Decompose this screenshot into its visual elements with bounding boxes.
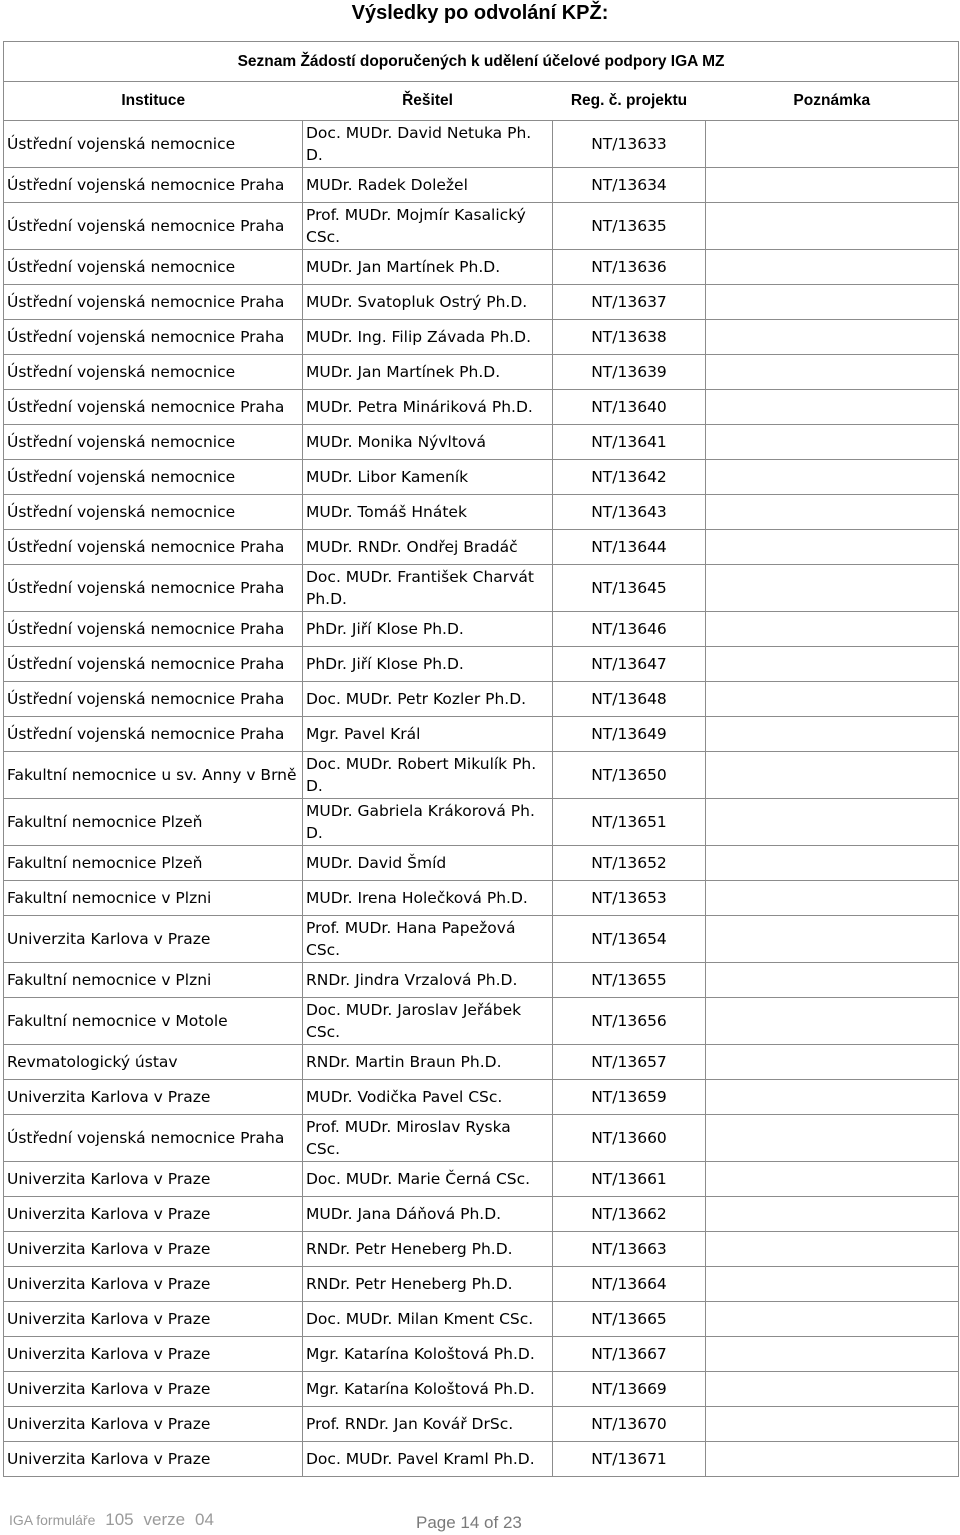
reg-cislo-cell: NT/13657: [553, 1045, 706, 1080]
instituce-cell: Fakultní nemocnice v Plzni: [4, 881, 303, 916]
reg-cislo-cell: NT/13662: [553, 1197, 706, 1232]
reg-cislo-cell: NT/13653: [553, 881, 706, 916]
reg-cislo-cell: NT/13664: [553, 1267, 706, 1302]
footer-form-number: 105: [105, 1510, 134, 1529]
instituce-cell: Fakultní nemocnice Plzeň: [4, 799, 303, 846]
reg-cislo-cell: NT/13665: [553, 1302, 706, 1337]
instituce-cell: Ústřední vojenská nemocnice Praha: [4, 168, 303, 203]
results-table: [3, 41, 959, 1477]
reg-cislo-cell: NT/13636: [553, 250, 706, 285]
page-title: Výsledky po odvolání KPŽ:: [351, 2, 609, 24]
poznamka-cell: [706, 1337, 959, 1372]
reg-cislo-cell: NT/13652: [553, 846, 706, 881]
resitel-cell: Doc. MUDr. Jaroslav Jeřábek CSc.: [303, 998, 553, 1045]
instituce-cell: Ústřední vojenská nemocnice Praha: [4, 390, 303, 425]
header-instituce: Instituce: [4, 82, 303, 121]
reg-cislo-cell: NT/13647: [553, 647, 706, 682]
resitel-cell: MUDr. Vodička Pavel CSc.: [303, 1080, 553, 1115]
resitel-cell: Mgr. Katarína Kološtová Ph.D.: [303, 1372, 553, 1407]
table-row: [4, 460, 959, 495]
resitel-cell: Prof. MUDr. Mojmír Kasalický CSc.: [303, 203, 553, 250]
instituce-cell: Ústřední vojenská nemocnice Praha: [4, 320, 303, 355]
footer-version-number: 04: [195, 1510, 214, 1529]
poznamka-cell: [706, 612, 959, 647]
poznamka-cell: [706, 1302, 959, 1337]
resitel-cell: MUDr. Libor Kameník: [303, 460, 553, 495]
instituce-cell: Ústřední vojenská nemocnice Praha: [4, 682, 303, 717]
poznamka-cell: [706, 752, 959, 799]
reg-cislo-cell: NT/13656: [553, 998, 706, 1045]
poznamka-cell: [706, 799, 959, 846]
table-row: [4, 530, 959, 565]
reg-cislo-cell: NT/13650: [553, 752, 706, 799]
instituce-cell: Univerzita Karlova v Praze: [4, 1372, 303, 1407]
poznamka-cell: [706, 203, 959, 250]
footer-form-label: IGA formuláře: [9, 1512, 96, 1528]
table-row: [4, 355, 959, 390]
header-poznamka: Poznámka: [706, 82, 959, 121]
instituce-cell: Ústřední vojenská nemocnice: [4, 121, 303, 168]
resitel-cell: Prof. MUDr. Hana Papežová CSc.: [303, 916, 553, 963]
instituce-cell: Univerzita Karlova v Praze: [4, 1302, 303, 1337]
poznamka-cell: [706, 998, 959, 1045]
instituce-cell: Univerzita Karlova v Praze: [4, 1442, 303, 1477]
resitel-cell: MUDr. Monika Nývltová: [303, 425, 553, 460]
instituce-cell: Ústřední vojenská nemocnice: [4, 355, 303, 390]
resitel-cell: MUDr. Petra Mináriková Ph.D.: [303, 390, 553, 425]
poznamka-cell: [706, 495, 959, 530]
instituce-cell: Ústřední vojenská nemocnice: [4, 460, 303, 495]
resitel-cell: MUDr. Gabriela Krákorová Ph. D.: [303, 799, 553, 846]
instituce-cell: Ústřední vojenská nemocnice Praha: [4, 203, 303, 250]
poznamka-cell: [706, 963, 959, 998]
poznamka-cell: [706, 1372, 959, 1407]
poznamka-cell: [706, 285, 959, 320]
table-row: [4, 285, 959, 320]
resitel-cell: MUDr. Svatopluk Ostrý Ph.D.: [303, 285, 553, 320]
resitel-cell: Doc. MUDr. Marie Černá CSc.: [303, 1162, 553, 1197]
table-row: [4, 846, 959, 881]
instituce-cell: Ústřední vojenská nemocnice Praha: [4, 565, 303, 612]
resitel-cell: Doc. MUDr. David Netuka Ph. D.: [303, 121, 553, 168]
poznamka-cell: [706, 1267, 959, 1302]
instituce-cell: Univerzita Karlova v Praze: [4, 1162, 303, 1197]
table-row: [4, 320, 959, 355]
resitel-cell: Doc. MUDr. František Charvát Ph.D.: [303, 565, 553, 612]
poznamka-cell: [706, 460, 959, 495]
resitel-cell: Doc. MUDr. Robert Mikulík Ph. D.: [303, 752, 553, 799]
table-row: [4, 1267, 959, 1302]
reg-cislo-cell: NT/13669: [553, 1372, 706, 1407]
poznamka-cell: [706, 881, 959, 916]
instituce-cell: Ústřední vojenská nemocnice: [4, 425, 303, 460]
reg-cislo-cell: NT/13635: [553, 203, 706, 250]
table-row: [4, 752, 959, 799]
table-row: [4, 998, 959, 1045]
poznamka-cell: [706, 1080, 959, 1115]
instituce-cell: Ústřední vojenská nemocnice Praha: [4, 1115, 303, 1162]
reg-cislo-cell: NT/13640: [553, 390, 706, 425]
table-row: [4, 121, 959, 168]
table-row: [4, 1045, 959, 1080]
reg-cislo-cell: NT/13659: [553, 1080, 706, 1115]
reg-cislo-cell: NT/13649: [553, 717, 706, 752]
reg-cislo-cell: NT/13637: [553, 285, 706, 320]
table-caption: Seznam Žádostí doporučených k udělení účelové podpory IGA MZ: [4, 42, 959, 82]
reg-cislo-cell: NT/13654: [553, 916, 706, 963]
instituce-cell: Univerzita Karlova v Praze: [4, 1407, 303, 1442]
footer-page-number: Page 14 of 23: [416, 1513, 522, 1532]
poznamka-cell: [706, 717, 959, 752]
reg-cislo-cell: NT/13648: [553, 682, 706, 717]
reg-cislo-cell: NT/13641: [553, 425, 706, 460]
table-row: [4, 682, 959, 717]
reg-cislo-cell: NT/13660: [553, 1115, 706, 1162]
resitel-cell: MUDr. Tomáš Hnátek: [303, 495, 553, 530]
instituce-cell: Univerzita Karlova v Praze: [4, 1267, 303, 1302]
resitel-cell: MUDr. Irena Holečková Ph.D.: [303, 881, 553, 916]
resitel-cell: Doc. MUDr. Milan Kment CSc.: [303, 1302, 553, 1337]
table-row: [4, 1232, 959, 1267]
instituce-cell: Univerzita Karlova v Praze: [4, 1197, 303, 1232]
resitel-cell: PhDr. Jiří Klose Ph.D.: [303, 647, 553, 682]
poznamka-cell: [706, 1197, 959, 1232]
resitel-cell: Doc. MUDr. Petr Kozler Ph.D.: [303, 682, 553, 717]
reg-cislo-cell: NT/13642: [553, 460, 706, 495]
instituce-cell: Fakultní nemocnice v Motole: [4, 998, 303, 1045]
instituce-cell: Univerzita Karlova v Praze: [4, 1232, 303, 1267]
table-row: [4, 1372, 959, 1407]
instituce-cell: Ústřední vojenská nemocnice Praha: [4, 717, 303, 752]
instituce-cell: Fakultní nemocnice v Plzni: [4, 963, 303, 998]
resitel-cell: RNDr. Martin Braun Ph.D.: [303, 1045, 553, 1080]
resitel-cell: Mgr. Pavel Král: [303, 717, 553, 752]
table-row: [4, 250, 959, 285]
reg-cislo-cell: NT/13663: [553, 1232, 706, 1267]
reg-cislo-cell: NT/13643: [553, 495, 706, 530]
reg-cislo-cell: NT/13671: [553, 1442, 706, 1477]
header-resitel: Řešitel: [303, 82, 553, 121]
table-row: [4, 1407, 959, 1442]
footer-version-label: verze: [143, 1510, 186, 1529]
reg-cislo-cell: NT/13644: [553, 530, 706, 565]
table-row: [4, 390, 959, 425]
table-row: [4, 203, 959, 250]
poznamka-cell: [706, 320, 959, 355]
table-row: [4, 168, 959, 203]
poznamka-cell: [706, 1045, 959, 1080]
instituce-cell: Ústřední vojenská nemocnice Praha: [4, 647, 303, 682]
resitel-cell: RNDr. Jindra Vrzalová Ph.D.: [303, 963, 553, 998]
poznamka-cell: [706, 425, 959, 460]
table-row: [4, 1115, 959, 1162]
reg-cislo-cell: NT/13639: [553, 355, 706, 390]
poznamka-cell: [706, 250, 959, 285]
poznamka-cell: [706, 682, 959, 717]
reg-cislo-cell: NT/13655: [553, 963, 706, 998]
table-row: [4, 881, 959, 916]
table-row: [4, 799, 959, 846]
reg-cislo-cell: NT/13633: [553, 121, 706, 168]
resitel-cell: Prof. RNDr. Jan Kovář DrSc.: [303, 1407, 553, 1442]
instituce-cell: Univerzita Karlova v Praze: [4, 1080, 303, 1115]
table-row: [4, 1302, 959, 1337]
poznamka-cell: [706, 846, 959, 881]
table-row: [4, 1162, 959, 1197]
reg-cislo-cell: NT/13651: [553, 799, 706, 846]
table-row: [4, 425, 959, 460]
reg-cislo-cell: NT/13661: [553, 1162, 706, 1197]
table-row: [4, 717, 959, 752]
reg-cislo-cell: NT/13638: [553, 320, 706, 355]
instituce-cell: Univerzita Karlova v Praze: [4, 1337, 303, 1372]
table-row: [4, 612, 959, 647]
table-row: [4, 1337, 959, 1372]
resitel-cell: Mgr. Katarína Kološtová Ph.D.: [303, 1337, 553, 1372]
resitel-cell: RNDr. Petr Heneberg Ph.D.: [303, 1232, 553, 1267]
resitel-cell: MUDr. Jan Martínek Ph.D.: [303, 355, 553, 390]
instituce-cell: Fakultní nemocnice u sv. Anny v Brně: [4, 752, 303, 799]
instituce-cell: Ústřední vojenská nemocnice: [4, 250, 303, 285]
poznamka-cell: [706, 390, 959, 425]
poznamka-cell: [706, 530, 959, 565]
poznamka-cell: [706, 1162, 959, 1197]
resitel-cell: MUDr. Jana Dáňová Ph.D.: [303, 1197, 553, 1232]
poznamka-cell: [706, 121, 959, 168]
table-row: [4, 565, 959, 612]
instituce-cell: Ústřední vojenská nemocnice: [4, 495, 303, 530]
poznamka-cell: [706, 355, 959, 390]
table-row: [4, 1197, 959, 1232]
reg-cislo-cell: NT/13634: [553, 168, 706, 203]
poznamka-cell: [706, 916, 959, 963]
instituce-cell: Fakultní nemocnice Plzeň: [4, 846, 303, 881]
table-row: [4, 1442, 959, 1477]
poznamka-cell: [706, 1115, 959, 1162]
reg-cislo-cell: NT/13645: [553, 565, 706, 612]
instituce-cell: Univerzita Karlova v Praze: [4, 916, 303, 963]
table-row: [4, 916, 959, 963]
table-row: [4, 963, 959, 998]
footer-form-info: [9, 1510, 220, 1530]
resitel-cell: RNDr. Petr Heneberg Ph.D.: [303, 1267, 553, 1302]
reg-cislo-cell: NT/13670: [553, 1407, 706, 1442]
resitel-cell: Prof. MUDr. Miroslav Ryska CSc.: [303, 1115, 553, 1162]
table-header-row: [4, 82, 959, 121]
resitel-cell: PhDr. Jiří Klose Ph.D.: [303, 612, 553, 647]
poznamka-cell: [706, 1407, 959, 1442]
instituce-cell: Ústřední vojenská nemocnice Praha: [4, 285, 303, 320]
table-caption-row: [4, 42, 959, 82]
poznamka-cell: [706, 565, 959, 612]
reg-cislo-cell: NT/13646: [553, 612, 706, 647]
poznamka-cell: [706, 168, 959, 203]
resitel-cell: MUDr. RNDr. Ondřej Bradáč: [303, 530, 553, 565]
instituce-cell: Revmatologický ústav: [4, 1045, 303, 1080]
resitel-cell: MUDr. Jan Martínek Ph.D.: [303, 250, 553, 285]
table-row: [4, 1080, 959, 1115]
resitel-cell: MUDr. Radek Doležel: [303, 168, 553, 203]
poznamka-cell: [706, 1232, 959, 1267]
table-row: [4, 495, 959, 530]
instituce-cell: Ústřední vojenská nemocnice Praha: [4, 530, 303, 565]
resitel-cell: Doc. MUDr. Pavel Kraml Ph.D.: [303, 1442, 553, 1477]
instituce-cell: Ústřední vojenská nemocnice Praha: [4, 612, 303, 647]
resitel-cell: MUDr. Ing. Filip Závada Ph.D.: [303, 320, 553, 355]
poznamka-cell: [706, 647, 959, 682]
reg-cislo-cell: NT/13667: [553, 1337, 706, 1372]
poznamka-cell: [706, 1442, 959, 1477]
header-reg-cislo: Reg. č. projektu: [553, 82, 706, 121]
table-row: [4, 647, 959, 682]
resitel-cell: MUDr. David Šmíd: [303, 846, 553, 881]
